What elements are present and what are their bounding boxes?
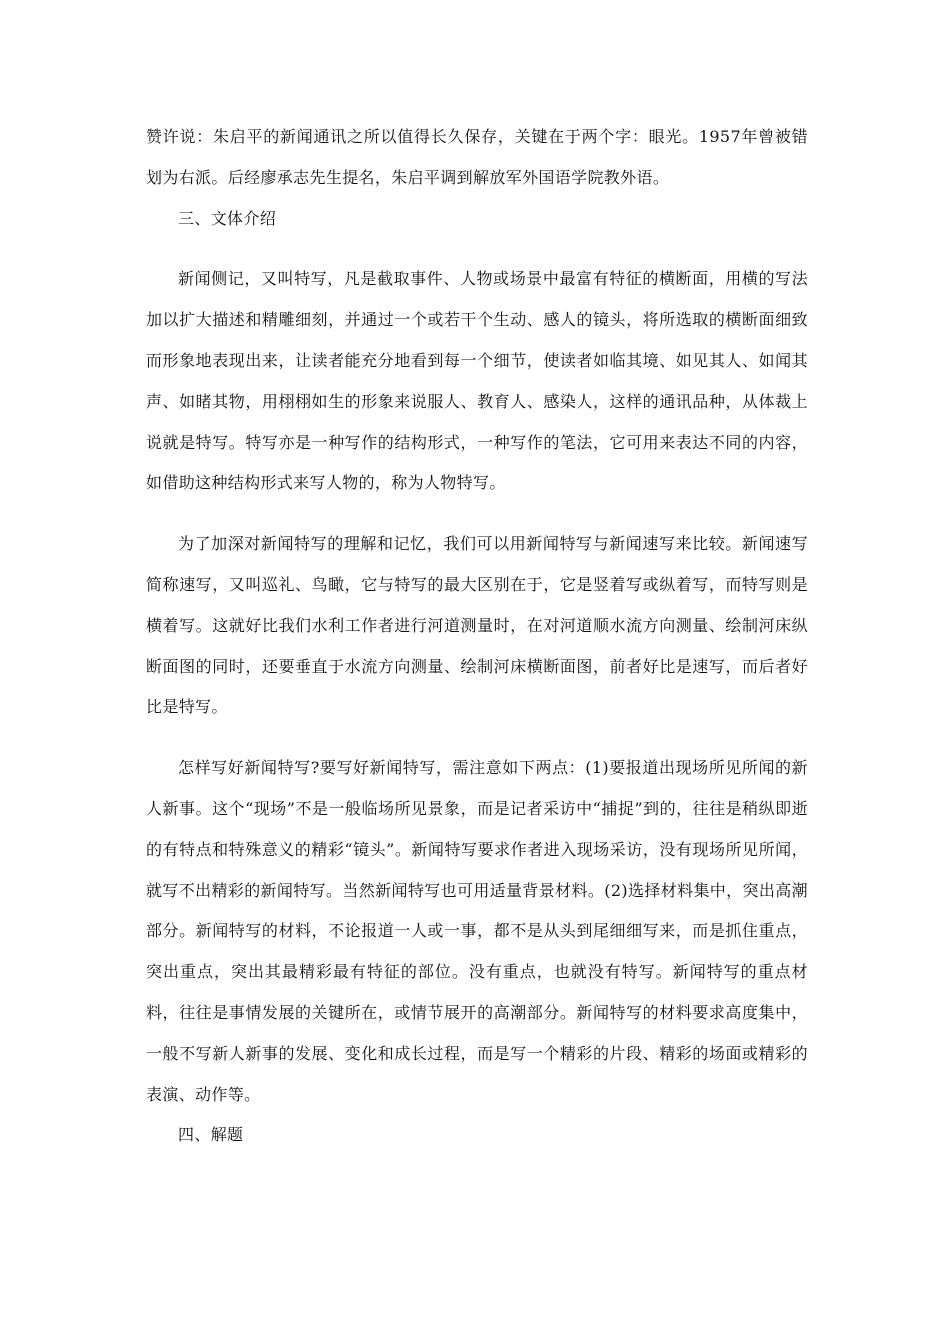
paragraph-how-to-write: 怎样写好新闻特写?要写好新闻特写，需注意如下两点：(1)要报道出现场所见所闻的新人新事。这个“现场”不是一般临场所见景象，而是记者采访中“捕捉”到的，往往是稍纵即逝的有特点和特殊意义的精彩“镜头”。新闻特写要求作者进入现场采访，没有现场所见所闻，就写不出精彩的新闻特写。当然新闻特写也可用适量背景材料。(2)选择材料集中，突出高潮部分。新闻特写的材料，不论报道一人或一事，都不是从头到尾细细写来，而是抓住重点，突出重点，突出其最精彩最有特征的部位。没有重点，也就没有特写。新闻特写的重点材料，往往是事情发展的关键所在，或情节展开的高潮部分。新闻特写的材料要求高度集中，一般不写新人新事的发展、变化和成长过程，而是写一个精彩的片段、精彩的场面或精彩的表演、动作等。 [146, 758, 808, 1104]
document-body [146, 117, 808, 1156]
paragraph-author-intro: 赞许说：朱启平的新闻通讯之所以值得长久保存，关键在于两个字：眼光。1957年曾被错划为右派。后经廖承志先生提名，朱启平调到解放军外国语学院教外语。 [146, 127, 808, 187]
paragraph-feature-definition: 新闻侧记，又叫特写，凡是截取事件、人物或场景中最富有特征的横断面，用横的写法加以扩大描述和精雕细刻，并通过一个或若干个生动、感人的镜头，将所选取的横断面细致而形象地表现出来，让读者能充分地看到每一个细节，使读者如临其境、如见其人、如闻其声、如睹其物，用栩栩如生的形象来说服人、教育人、感染人，这样的通讯品种，从体裁上说就是特写。特写亦是一种写作的结构形式，一种写作的笔法，它可用来表达不同的内容，如借助这种结构形式来写人物的，称为人物特写。 [146, 269, 808, 493]
section-heading-solution: 四、解题 [178, 1125, 244, 1145]
paragraph-feature-vs-sketch: 为了加深对新闻特写的理解和记忆，我们可以用新闻特写与新闻速写来比较。新闻速写简称速写，又叫巡礼、鸟瞰，它与特写的最大区别在于，它是竖着写或纵着写，而特写则是横着写。这就好比我们水利工作者进行河道测量时，在对河道顺水流方向测量、绘制河床纵断面图的同时，还要垂直于水流方向测量、绘制河床横断面图，前者好比是速写，而后者好比是特写。 [146, 534, 808, 717]
section-heading-style-intro: 三、文体介绍 [178, 208, 277, 228]
